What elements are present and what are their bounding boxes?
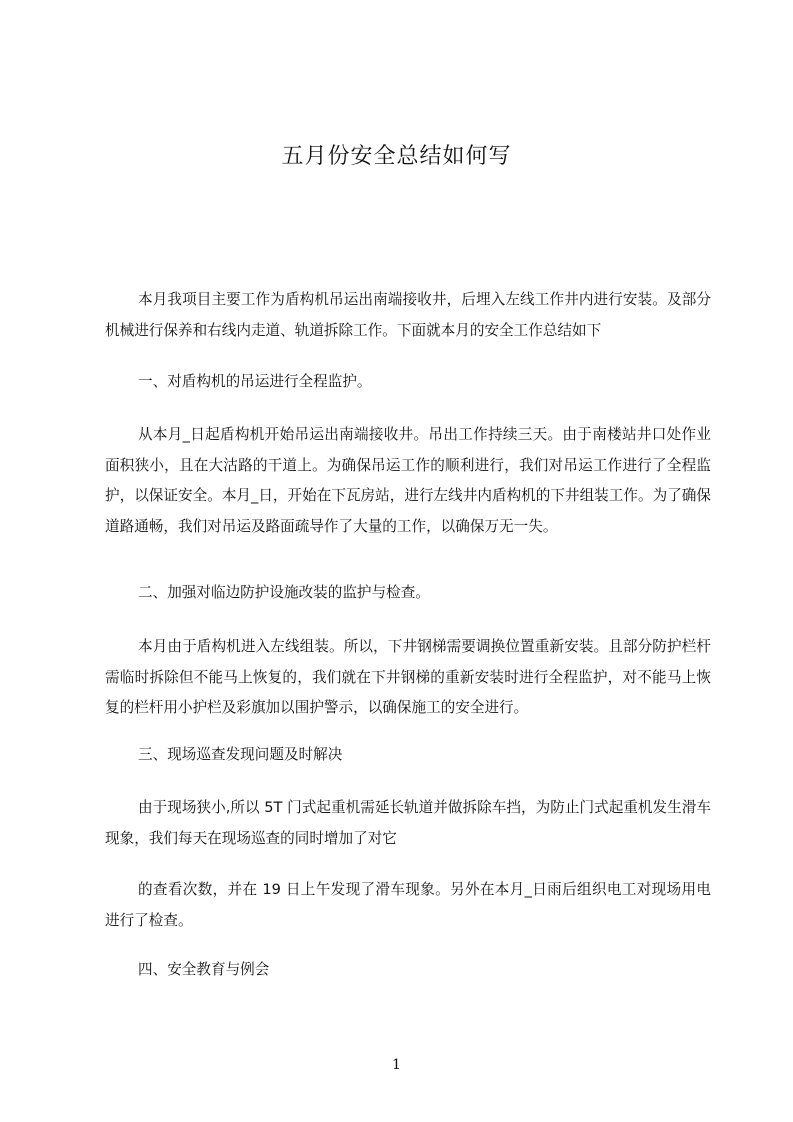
section-1-body: 从本月_日起盾构机开始吊运出南端接收井。吊出工作持续三天。由于南楼站井口处作业面积狭小，且在大沽路的干道上。为确保吊运工作的顺利进行，我们对吊运工作进行了全程监护，以保证安全。本月_日，开始在下瓦房站，进行左线井内盾构机的下井组装工作。为了确保道路通畅，我们对吊运及路面疏导作了大量的工作，以确保万无一失。: [105, 426, 711, 535]
section-3-heading: 三、现场巡查发现问题及时解决: [138, 746, 343, 763]
page-title: 五月份安全总结如何写: [281, 144, 512, 169]
section-3-body: 由于现场狭小,所以 5T 门式起重机需延长轨道并做拆除车挡，为防止门式起重机发生滑车现象，我们每天在现场巡查的同时增加了对它: [105, 799, 711, 847]
intro-paragraph: 本月我项目主要工作为盾构机吊运出南端接收井，后埋入左线工作井内进行安装。及部分机械进行保养和右线内走道、轨道拆除工作。下面就本月的安全工作总结如下: [105, 291, 711, 339]
section-2-heading: 二、加强对临边防护设施改装的监护与检查。: [138, 584, 430, 601]
section-3-body-continued: 的查看次数，并在 19 日上午发现了滑车现象。另外在本月_日雨后组织电工对现场用电进行了检查。: [105, 881, 711, 929]
section-4-heading: 四、安全教育与例会: [138, 961, 270, 978]
section-2-body: 本月由于盾构机进入左线组装。所以，下井钢梯需要调换位置重新安装。且部分防护栏杆需临时拆除但不能马上恢复的，我们就在下井钢梯的重新安装时进行全程监护，对不能马上恢复的栏杆用小护栏及彩旗加以围护警示，以确保施工的安全进行。: [105, 638, 711, 716]
section-1-heading: 一、对盾构机的吊运进行全程监护。: [138, 373, 372, 390]
page-number: 1: [392, 1057, 401, 1073]
